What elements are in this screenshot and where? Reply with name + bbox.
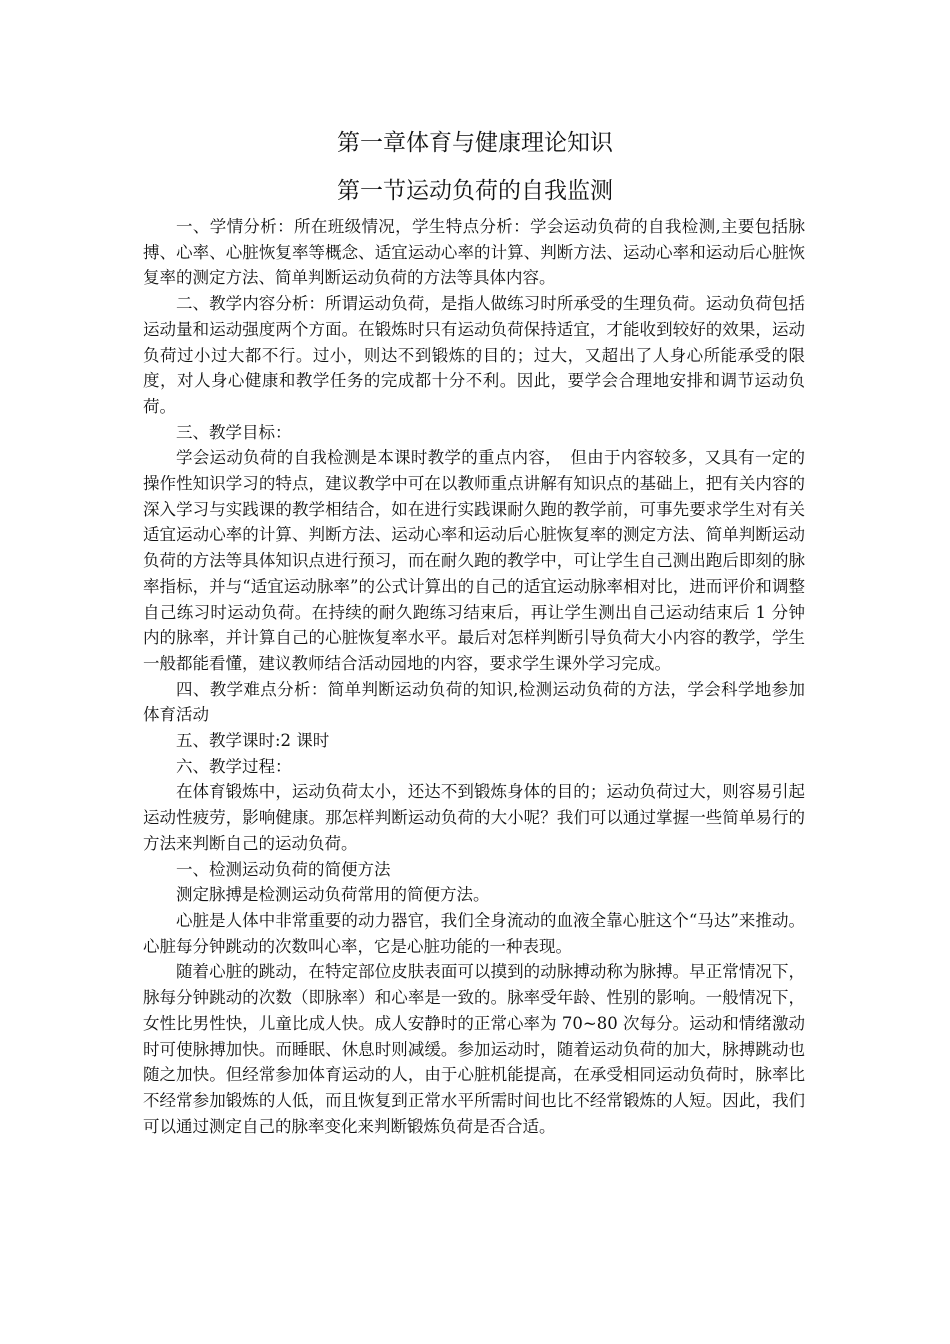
chapter-title: 第一章体育与健康理论知识 — [337, 130, 613, 156]
paragraph-pulse-method: 测定脉搏是检测运动负荷常用的简便方法。 — [176, 885, 490, 905]
body-text — [143, 214, 805, 1139]
paragraph-process-intro: 在体育锻炼中，运动负荷太小，还达不到锻炼身体的目的；运动负荷过大，则容易引起运动性疲劳，影响健康。那怎样判断运动负荷的大小呢？我们可以通过掌握一些简单易行的方法来判断自己的运动负荷。 — [143, 782, 805, 853]
section-title: 第一节运动负荷的自我监测 — [337, 178, 613, 204]
paragraph-goals: 学会运动负荷的自我检测是本课时教学的重点内容， 但由于内容较多，又具有一定的操作性知识学习的特点，建议教学中可在以教师重点讲解有知识点的基础上，把有关内容的深入学习与实践课的教学相结合，如在进行实践课耐久跑的教学前，可事先要求学生对有关适宜运动心率的计算、判断方法、运动心率和运动后心脏恢复率的测定方法、简单判断运动负荷的方法等具体知识点进行预习，而在耐久跑的教学中，可让学生自己测出跑后即刻的脉率指标，并与“适宜运动脉率”的公式计算出的自己的适宜运动脉率相对比，进而评价和调整自己练习时运动负荷。在持续的耐久跑练习结束后，再让学生测出自己运动结束后 1 分钟内的脉率，并计算自己的心脏恢复率水平。最后对怎样判断引导负荷大小内容的教学，学生一般都能看懂，建议教师结合活动园地的内容，要求学生课外学习完成。 — [143, 448, 805, 673]
paragraph-pulse: 随着心脏的跳动，在特定部位皮肤表面可以摸到的动脉搏动称为脉搏。早正常情况下，脉每分钟跳动的次数（即脉率）和心率是一致的。脉率受年龄、性别的影响。一般情况下，女性比男性快，儿童比成人快。成人安静时的正常心率为 70~80 次每分。运动和情绪激动时可使脉搏加快。而睡眠、休息时则减缓。参加运动时，随着运动负荷的加大，脉搏跳动也随之加快。但经常参加体育运动的人，由于心脏机能提高，在承受相同运动负荷时，脉率比不经常参加锻炼的人低，而且恢复到正常水平所需时间也比不经常锻炼的人短。因此，我们可以通过测定自己的脉率变化来判断锻炼负荷是否合适。 — [143, 962, 805, 1136]
paragraph-hours: 五、教学课时:2 课时 — [176, 731, 330, 751]
paragraph-goals-heading: 三、教学目标： — [176, 422, 292, 442]
paragraph-difficulty: 四、教学难点分析：简单判断运动负荷的知识,检测运动负荷的方法，学会科学地参加体育活动 — [143, 679, 805, 725]
paragraph-heart: 心脏是人体中非常重要的动力器官，我们全身流动的血液全靠心脏这个“马达”来推动。心脏每分钟跳动的次数叫心率，它是心脏功能的一种表现。 — [143, 910, 805, 956]
paragraph-method-heading: 一、检测运动负荷的简便方法 — [176, 859, 391, 879]
paragraph-process-heading: 六、教学过程： — [176, 756, 292, 776]
paragraph-content-analysis: 二、教学内容分析：所谓运动负荷，是指人做练习时所承受的生理负荷。运动负荷包括运动量和运动强度两个方面。在锻炼时只有运动负荷保持适宜，才能收到较好的效果，运动负荷过小过大都不行。过小，则达不到锻炼的目的；过大，又超出了人身心所能承受的限度，对人身心健康和教学任务的完成都十分不利。因此，要学会合理地安排和调节运动负荷。 — [143, 294, 805, 416]
paragraph-learning-analysis: 一、学情分析：所在班级情况，学生特点分析：学会运动负荷的自我检测,主要包括脉搏、心率、心脏恢复率等概念、适宜运动心率的计算、判断方法、运动心率和运动后心脏恢复率的测定方法、简单判断运动负荷的方法等具体内容。 — [143, 217, 805, 288]
